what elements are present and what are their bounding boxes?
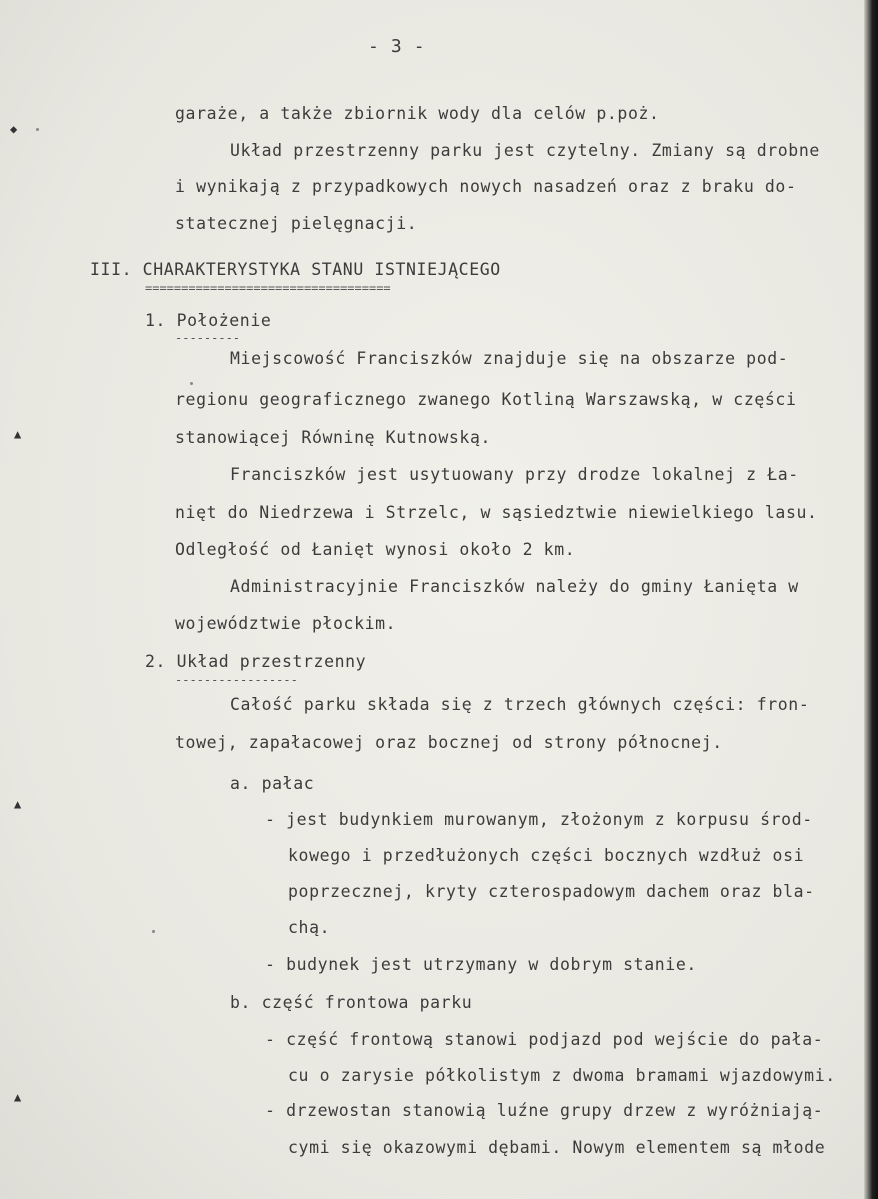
text-line-1: garaże, a także zbiornik wody dla celów p.poż. — [175, 104, 660, 123]
scan-speck — [190, 382, 193, 385]
scan-mark: ▲ — [14, 427, 22, 441]
text-line-16: kowego i przedłużonych części bocznych wzdłuż osi — [288, 846, 805, 865]
text-line-7: stanowiącej Równinę Kutnowską. — [175, 428, 492, 447]
text-line-12: województwie płockim. — [175, 614, 397, 633]
section-heading-iii-underline: ================================== — [145, 281, 391, 295]
subheading-2: 2. Układ przestrzenny — [145, 652, 367, 671]
scan-edge — [864, 0, 878, 1199]
text-line-6: regionu geograficznego zwanego Kotliną Warszawską, w części — [175, 390, 797, 409]
scan-mark: ◆ — [10, 122, 18, 136]
text-line-3: i wynikają z przypadkowych nowych nasadzeń oraz z braku do- — [175, 177, 797, 196]
text-line-23: cymi się okazowymi dębami. Nowym elementem są młode — [288, 1138, 826, 1157]
text-line-11: Administracyjnie Franciszków należy do gminy Łanięta w — [230, 577, 799, 596]
text-line-9: nięt do Niedrzewa i Strzelc, w sąsiedztwie niewielkiego lasu. — [175, 503, 818, 522]
text-line-4: statecznej pielęgnacji. — [175, 214, 418, 233]
text-line-14: towej, zapałacowej oraz bocznej od strony północnej. — [175, 733, 723, 752]
text-line-15: - jest budynkiem murowanym, złożonym z korpusu środ- — [265, 810, 813, 829]
text-line-5: Miejscowość Franciszków znajduje się na obszarze pod- — [230, 349, 789, 368]
list-item-b: b. część frontowa parku — [230, 993, 473, 1012]
scan-mark: ▲ — [14, 1090, 22, 1104]
text-line-13: Całość parku składa się z trzech głównych części: fron- — [230, 695, 810, 714]
page-number: - 3 - — [368, 36, 426, 57]
text-line-2: Układ przestrzenny parku jest czytelny. Zmiany są drobne — [230, 141, 820, 160]
subheading-1: 1. Położenie — [145, 311, 272, 330]
text-line-22: - drzewostan stanowią luźne grupy drzew z wyróżniają- — [265, 1101, 824, 1120]
scan-mark: ▲ — [14, 797, 22, 811]
scan-speck — [36, 128, 39, 131]
text-line-10: Odległość od Łanięt wynosi około 2 km. — [175, 540, 576, 559]
subheading-2-underline: ----------------- — [175, 673, 298, 687]
text-line-20: - część frontową stanowi podjazd pod wejście do pała- — [265, 1030, 824, 1049]
text-line-19: - budynek jest utrzymany w dobrym stanie. — [265, 955, 697, 974]
text-line-17: poprzecznej, kryty czterospadowym dachem oraz bla- — [288, 882, 815, 901]
text-line-21: cu o zarysie półkolistym z dwoma bramami wjazdowymi. — [288, 1066, 836, 1085]
subheading-1-underline: --------- — [175, 331, 241, 345]
scan-speck — [152, 930, 155, 933]
text-line-8: Franciszków jest usytuowany przy drodze lokalnej z Ła- — [230, 465, 799, 484]
section-heading-iii: III. CHARAKTERYSTYKA STANU ISTNIEJĄCEGO — [90, 260, 501, 279]
list-item-a: a. pałac — [230, 774, 315, 793]
text-line-18: chą. — [288, 918, 331, 937]
